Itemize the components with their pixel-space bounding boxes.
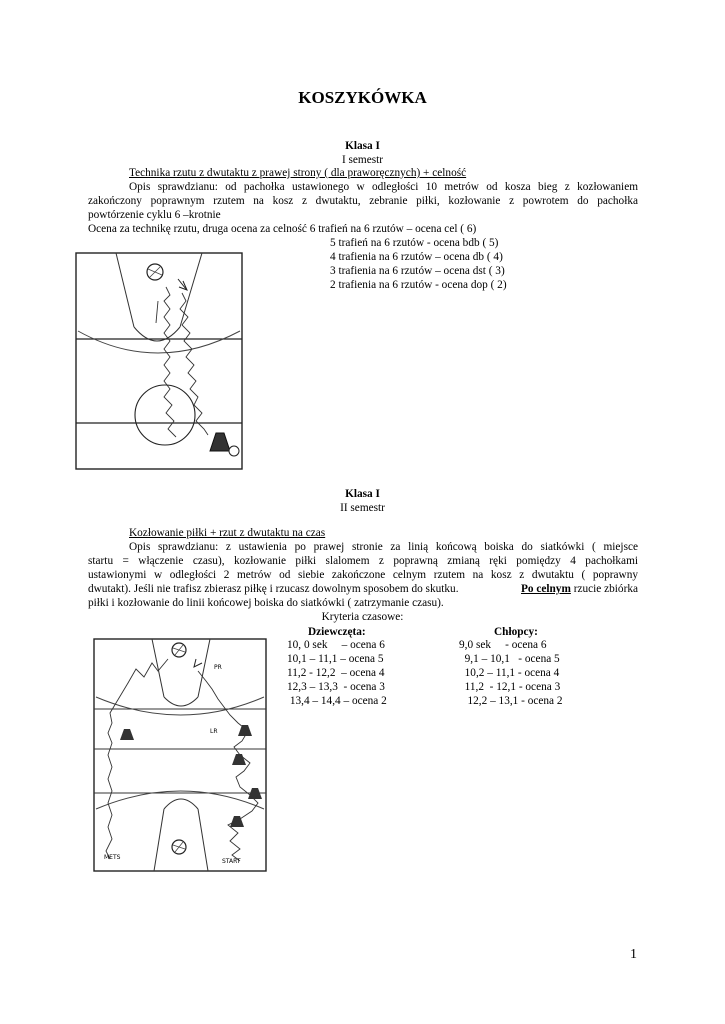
pr-label: PR <box>214 664 222 671</box>
section2-desc-l4-text: dwutakt). Jeśli nie trafisz zbierasz piłkę i rzucasz dowolnym sposobem do skutku. <box>88 583 459 595</box>
boys-header: Chłopcy: <box>494 626 538 638</box>
criteria-label: Kryteria czasowe: <box>321 611 404 623</box>
section2-desc-l3: ustawionymi w odległości 2 metrów od siebie zakończone celnym rzutem na kosz z dwutaktu ( poprawny <box>88 569 638 581</box>
section1-desc-l2: zakończony poprawnym rzutem na kosz z dwutaktu, zebranie piłki, kozłowanie z powrotem do pachołka <box>88 195 638 207</box>
grade-line: 5 trafień na 6 rzutów - ocena bdb ( 5) <box>330 237 499 249</box>
girls-row: 11,2 - 12,2 – ocena 4 <box>287 667 385 679</box>
lr-label: LR <box>210 728 218 735</box>
boys-row: 11,2 - 12,1 - ocena 3 <box>459 681 561 693</box>
grade-line: 4 trafienia na 6 rzutów – ocena db ( 4) <box>330 251 503 263</box>
girls-row: 12,3 – 13,3 - ocena 3 <box>287 681 385 693</box>
court-diagram-1 <box>66 243 252 483</box>
section1-heading: Technika rzutu z dwutaktu z prawej strony ( dla praworęcznych) + celność <box>129 167 467 179</box>
cone-icon <box>210 433 230 451</box>
cone-icon <box>232 754 246 765</box>
grade-line: 3 trafienia na 6 rzutów – ocena dst ( 3) <box>330 265 505 277</box>
girls-row: 10,1 – 11,1 – ocena 5 <box>287 653 384 665</box>
section2-desc-l4-emph <box>521 582 638 596</box>
section1-desc-l1: Opis sprawdzianu: od pachołka ustawionego w odległości 10 metrów od kosza bieg z kozłowaniem <box>129 181 638 193</box>
boys-row: 10,2 – 11,1 - ocena 4 <box>459 667 560 679</box>
section2-desc-l4-end: rzucie zbiórka <box>573 583 638 595</box>
section1-class: Klasa I <box>345 140 380 152</box>
section2-desc-l4 <box>88 582 638 596</box>
section1-grading-intro: Ocena za technikę rzutu, druga ocena za celność 6 trafień na 6 rzutów – ocena cel ( 6) <box>88 223 477 235</box>
section1-semester: I semestr <box>341 154 384 166</box>
section2-heading: Kozłowanie piłki + rzut z dwutaktu na czas <box>129 527 326 539</box>
meta-label: METS <box>104 854 121 861</box>
start-label: START <box>222 858 241 865</box>
boys-row: 9,1 – 10,1 - ocena 5 <box>459 653 560 665</box>
girls-header: Dziewczęta: <box>308 626 366 638</box>
section2-desc-l5: piłki i kozłowanie do linii końcowej boiska do siatkówki ( zatrzymanie czasu). <box>88 597 444 609</box>
cone-icon <box>248 788 262 799</box>
section2-desc-l4-bold: Po celnym <box>520 583 571 595</box>
page-title: KOSZYKÓWKA <box>298 88 427 107</box>
girls-row: 10, 0 sek – ocena 6 <box>287 639 385 651</box>
section2-desc-l1: Opis sprawdzianu: z ustawienia po prawej stronie za linią końcową boiska do siatkówki ( miejsce <box>129 541 638 553</box>
section2-semester: II semestr <box>340 502 385 514</box>
boys-row: 9,0 sek - ocena 6 <box>459 639 547 651</box>
section2-desc-l2: startu = włączenie czasu), kozłowanie piłki slalomem z poprawną zmianą ręki pomiędzy 4 pachołkami <box>88 555 638 567</box>
boys-row: 12,2 – 13,1 - ocena 2 <box>459 695 563 707</box>
cone-icon <box>120 729 134 740</box>
page-number: 1 <box>630 947 637 962</box>
grade-line: 2 trafienia na 6 rzutów - ocena dop ( 2) <box>330 279 507 291</box>
court-diagram-2 <box>80 623 280 883</box>
section1-desc-l3: powtórzenie cyklu 6 –krotnie <box>88 209 221 221</box>
cone-icon <box>238 725 252 736</box>
girls-row: 13,4 – 14,4 – ocena 2 <box>287 695 387 707</box>
section2-class: Klasa I <box>345 488 380 500</box>
